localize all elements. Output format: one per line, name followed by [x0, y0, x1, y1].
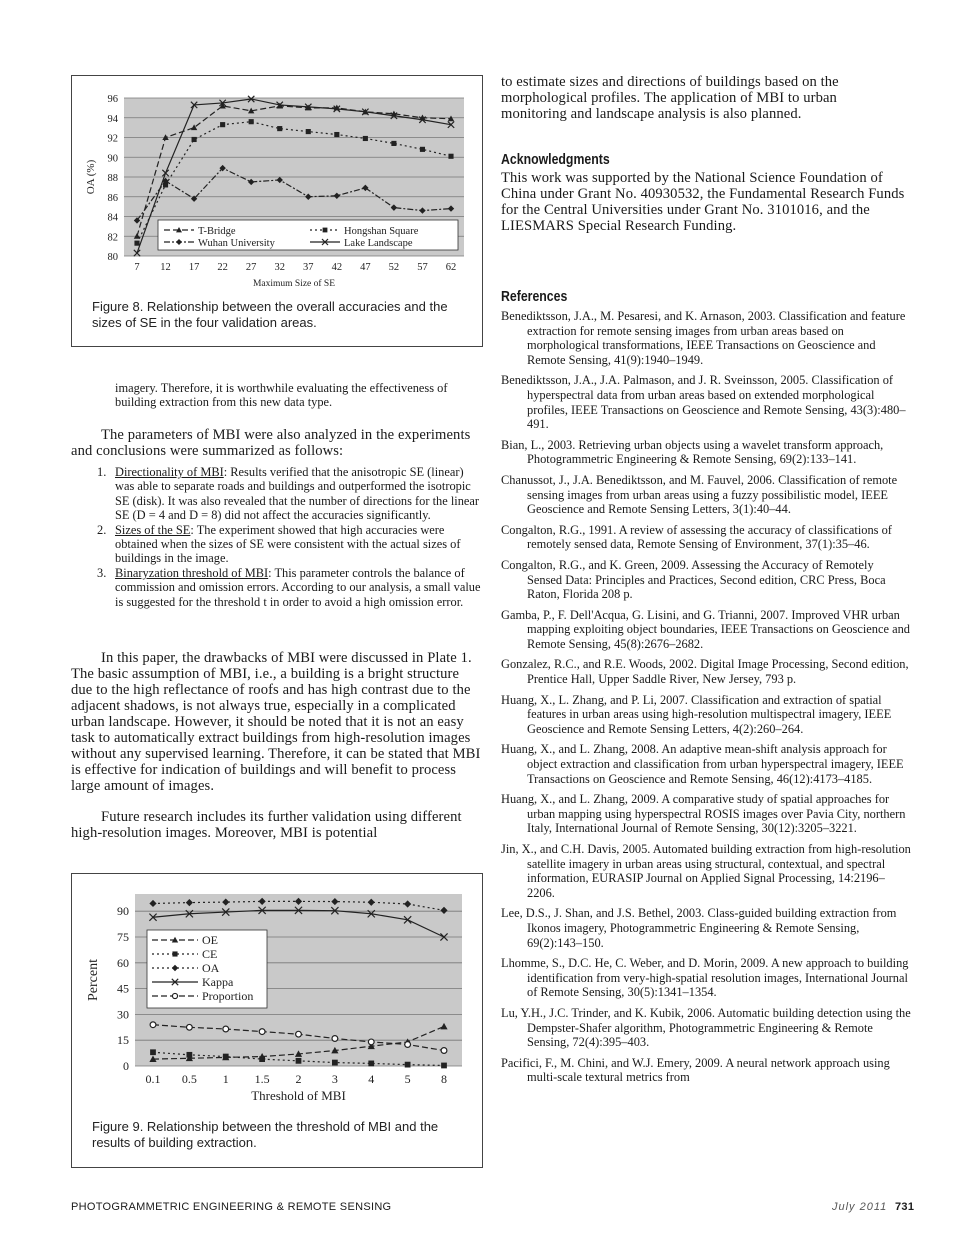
- data-point: [405, 1042, 411, 1048]
- y-tick-label: 60: [117, 955, 129, 970]
- right-continuation: to estimate sizes and directions of buildings based on the morphological profiles. The application of MBI to urban monitoring and landscape analysis is also planned.: [501, 74, 839, 122]
- figure-9: [71, 873, 483, 1168]
- x-tick-label: 0.1: [145, 1072, 161, 1086]
- data-point: [296, 1058, 302, 1064]
- y-tick-label: 75: [117, 930, 129, 944]
- footer-page: 731: [895, 1201, 915, 1213]
- data-point: [306, 129, 311, 134]
- reference-entry: Congalton, R.G., 1991. A review of assessing the accuracy of classifications of remotely sensed data, Remote Sensing of Environment, 37(1):35–46.: [501, 522, 892, 552]
- x-tick-label: 0.5: [181, 1072, 197, 1086]
- figure-8-chart: [72, 76, 482, 306]
- data-point: [332, 1060, 338, 1066]
- y-tick-label: 82: [107, 232, 118, 244]
- data-point: [223, 1054, 229, 1060]
- reference-entry: Huang, X., and L. Zhang, 2008. An adaptive mean-shift analysis approach for object extraction and classification from urban hyperspectral imagery, IEEE Transactions on Geoscience and Remote Sensing, 46(12):4173–4185.: [501, 742, 904, 786]
- legend-label: CE: [202, 947, 218, 961]
- legend-label: Wuhan University: [198, 238, 275, 249]
- parameter-item: [97, 566, 482, 609]
- parameter-item: [97, 465, 482, 523]
- x-tick-label: 32: [274, 262, 285, 273]
- item-text: : This parameter controls the balance of commission and omission errors. According to our analysis, a small value is suggested for the threshold t in order to avoid a high omission error.: [115, 565, 481, 609]
- reference-entry: Benediktsson, J.A., M. Pesaresi, and K. Arnason, 2003. Classification and feature extraction for remote sensing images from urban areas based on morphological transformations, IEEE Transactions on Geoscience and Remote Sensing, 41(9):1940–1949.: [501, 309, 906, 367]
- para-future: Future research includes its further validation using different high-resolution images. Moreover, MBI is potential: [71, 809, 462, 841]
- y-tick-label: 80: [107, 252, 118, 263]
- reference-entry: Chanussot, J., J.A. Benediktsson, and M. Fauvel, 2006. Classification of remote sensing images from urban areas using a fuzzy possibilistic model, IEEE Geoscience and Remote Sensing Letters, 3(1):40–44.: [501, 472, 898, 517]
- y-tick-label: 96: [107, 94, 118, 105]
- figure-9-chart: [72, 874, 482, 1114]
- data-point: [134, 241, 139, 246]
- para-drawbacks: In this paper, the drawbacks of MBI were discussed in Plate 1. The basic assumption of MBI, i.e., a building is a bright structure due to the high reflectance of roofs and has high contrast due to the adjacent shadows, is not always true, especially in a complicated urban landscape. However, it should be noted that it is not an easy task to automatically extract buildings from high-resolution images without any supervised learning. Therefore, it can be stated that MBI is effective for indication of buildings and will benefit to process large amount of images.: [71, 650, 481, 794]
- x-tick-label: 37: [303, 262, 314, 273]
- x-tick-label: 8: [441, 1072, 447, 1086]
- x-tick-label: 57: [417, 262, 428, 273]
- data-point: [334, 132, 339, 137]
- item-number: 1.: [97, 465, 107, 479]
- item-number: 2.: [97, 522, 107, 537]
- y-tick-label: 84: [107, 212, 118, 224]
- reference-entry: Bian, L., 2003. Retrieving urban objects using a wavelet transform approach, Photogrammetric Engineering & Remote Sensing, 69(2):133–141.: [501, 437, 884, 467]
- x-tick-label: 2: [295, 1072, 302, 1086]
- data-point: [296, 1031, 302, 1037]
- y-tick-label: 90: [107, 153, 118, 165]
- x-axis-label: Threshold of MBI: [251, 1088, 346, 1103]
- legend-marker: [323, 228, 328, 233]
- legend-label: OA: [202, 961, 220, 975]
- x-tick-label: 5: [404, 1072, 411, 1086]
- data-point: [259, 1056, 265, 1062]
- acknowledgments-text: This work was supported by the National Science Foundation of China under Grant No. 40930532, the Fundamental Research Funds for the Central Universities under Grant No. 3101016, and the LIESMARS Special Research Funding.: [501, 170, 905, 234]
- item-title: Binaryzation threshold of MBI: [115, 565, 269, 580]
- footer-date: July 2011: [832, 1201, 888, 1213]
- parameter-list: [97, 465, 482, 609]
- footer-journal: PHOTOGRAMMETRIC ENGINEERING & REMOTE SENSING: [71, 1201, 392, 1213]
- y-tick-label: 30: [117, 1007, 129, 1022]
- y-tick-label: 15: [117, 1033, 129, 1048]
- reference-entry: Congalton, R.G., and K. Green, 2009. Assessing the Accuracy of Remotely Sensed Data: Principles and Practices, Second edition, CRC Press, Boca Raton, Florida 208 p.: [501, 557, 886, 602]
- data-point: [441, 1048, 447, 1054]
- y-tick-label: 90: [117, 904, 129, 919]
- data-point: [368, 1061, 374, 1067]
- x-tick-label: 42: [331, 262, 343, 273]
- x-tick-label: 1.5: [254, 1072, 270, 1086]
- legend-marker: [172, 993, 177, 998]
- x-tick-label: 52: [388, 262, 400, 273]
- x-tick-label: 62: [445, 262, 457, 273]
- y-tick-label: 88: [107, 173, 118, 184]
- item-title: Directionality of MBI: [115, 465, 224, 479]
- reference-entry: Lee, D.S., J. Shan, and J.S. Bethel, 2003. Class-guided building extraction from Ikonos imagery, Photogrammetric Engineering & Remote Sensing, 69(2):143–150.: [501, 906, 897, 950]
- references-heading: References: [501, 288, 568, 305]
- legend-label: Proportion: [202, 989, 254, 1003]
- data-point: [223, 1026, 229, 1032]
- item-text: : The experiment showed that high accuracies were obtained when the sizes of SE were consistent with the actual sizes of buildings in the image.: [115, 522, 461, 566]
- references-list: [501, 309, 911, 1091]
- data-point: [220, 122, 225, 127]
- x-tick-label: 4: [368, 1072, 375, 1086]
- data-point: [368, 1039, 374, 1045]
- legend-marker: [172, 951, 177, 956]
- reference-entry: Pacifici, F., M. Chini, and W.J. Emery, 2009. A neural network approach using multi-scale textural metrics from: [501, 1055, 890, 1085]
- data-point: [277, 126, 282, 131]
- parameter-item: [97, 523, 482, 566]
- figure-9-caption: Figure 9. Relationship between the threshold of MBI and the results of building extraction.: [92, 1119, 439, 1150]
- x-tick-label: 7: [134, 262, 140, 273]
- data-point: [420, 147, 425, 152]
- data-point: [186, 1024, 192, 1030]
- y-tick-label: 92: [107, 133, 118, 145]
- data-point: [150, 1049, 156, 1055]
- data-point: [186, 1052, 192, 1058]
- legend-label: T-Bridge: [198, 226, 236, 237]
- data-point: [150, 1022, 156, 1028]
- legend-label: OE: [202, 933, 218, 947]
- x-tick-label: 3: [331, 1072, 338, 1086]
- left-fragment: imagery. Therefore, it is worthwhile evaluating the effectiveness of building extraction from this new data type.: [115, 381, 448, 410]
- data-point: [441, 1063, 447, 1069]
- x-axis-label: Maximum Size of SE: [252, 279, 336, 289]
- reference-entry: Lu, Y.H., J.C. Trinder, and K. Kubik, 2006. Automatic building detection using the Dempster-Shafer algorithm, Photogrammetric Engineering & Remote Sensing, 72(4):395–403.: [501, 1005, 911, 1050]
- data-point: [448, 154, 453, 159]
- reference-entry: Gonzalez, R.C., and R.E. Woods, 2002. Digital Image Processing, Second edition, Prentice Hall, Upper Saddle River, New Jersey, 793 p.: [501, 657, 909, 687]
- y-tick-label: 86: [107, 192, 118, 204]
- x-tick-label: 1: [222, 1072, 229, 1086]
- figure-8-caption: Figure 8. Relationship between the overall accuracies and the sizes of SE in the four validation areas.: [92, 299, 448, 330]
- legend-label: Lake Landscape: [344, 238, 413, 249]
- x-tick-label: 12: [160, 262, 171, 273]
- acknowledgments-heading: Acknowledgments: [501, 151, 610, 168]
- legend-label: Kappa: [202, 975, 234, 989]
- x-tick-label: 27: [245, 262, 257, 273]
- para-parameters: The parameters of MBI were also analyzed in the experiments and conclusions were summarized as follows:: [71, 427, 471, 459]
- item-number: 3.: [97, 565, 107, 580]
- y-tick-label: 94: [107, 113, 118, 125]
- y-tick-label: 45: [117, 981, 129, 996]
- y-tick-label: 0: [123, 1059, 129, 1073]
- data-point: [249, 119, 254, 124]
- y-axis-label: OA (%): [85, 159, 97, 195]
- legend-label: Hongshan Square: [344, 226, 419, 237]
- data-point: [259, 1029, 265, 1035]
- item-title: Sizes of the SE: [115, 522, 191, 537]
- x-tick-label: 22: [217, 262, 228, 273]
- x-tick-label: 47: [360, 262, 371, 273]
- data-point: [332, 1036, 338, 1042]
- figure-8: [71, 75, 483, 347]
- y-axis-label: Percent: [86, 959, 101, 1001]
- data-point: [405, 1062, 411, 1068]
- data-point: [192, 137, 197, 142]
- data-point: [391, 141, 396, 146]
- reference-entry: Gamba, P., F. Dell'Acqua, G. Lisini, and G. Trianni, 2007. Improved VHR urban mapping exploiting object boundaries, IEEE Transactions on Geoscience and Remote Sensing, 45(8):2676–2682.: [501, 607, 910, 651]
- reference-entry: Benediktsson, J.A., J.A. Palmason, and J. R. Sveinsson, 2005. Classification of hyperspectral data from urban areas based on extended morphological profiles, IEEE Transactions on Geoscience and Remote Sensing, 43(3):480–491.: [501, 373, 906, 432]
- reference-entry: Huang, X., and L. Zhang, 2009. A comparative study of spatial approaches for urban mapping using hyperspectral ROSIS images over Pavia City, northern Italy, International Journal of Remote Sensing, 30(12):3205–3221.: [501, 792, 906, 836]
- reference-entry: Lhomme, S., D.C. He, C. Weber, and D. Morin, 2009. A new approach to building identification from very-high-spatial resolution images, International Journal of Remote Sensing, 30(5):1341–1354.: [501, 956, 909, 1000]
- data-point: [363, 136, 368, 141]
- item-text: : Results verified that the anisotropic SE (linear) was able to separate roads and buildings and outperformed the isotropic SE (disk). It was also revealed that the number of directions for the linear SE (D = 4 and D = 8) did not affect the accuracies significantly.: [115, 465, 480, 523]
- x-tick-label: 17: [188, 262, 200, 273]
- reference-entry: Jin, X., and C.H. Davis, 2005. Automated building extraction from high-resolution satellite imagery in urban areas using structural, contextual, and spectral information, EURASIP Journal on Applied Signal Processing, 14:2196–2206.: [501, 842, 911, 900]
- reference-entry: Huang, X., L. Zhang, and P. Li, 2007. Classification and extraction of spatial features in urban areas using high-resolution multispectral imagery, IEEE Geoscience and Remote Sensing Letters, 4(2):260–264.: [501, 692, 892, 736]
